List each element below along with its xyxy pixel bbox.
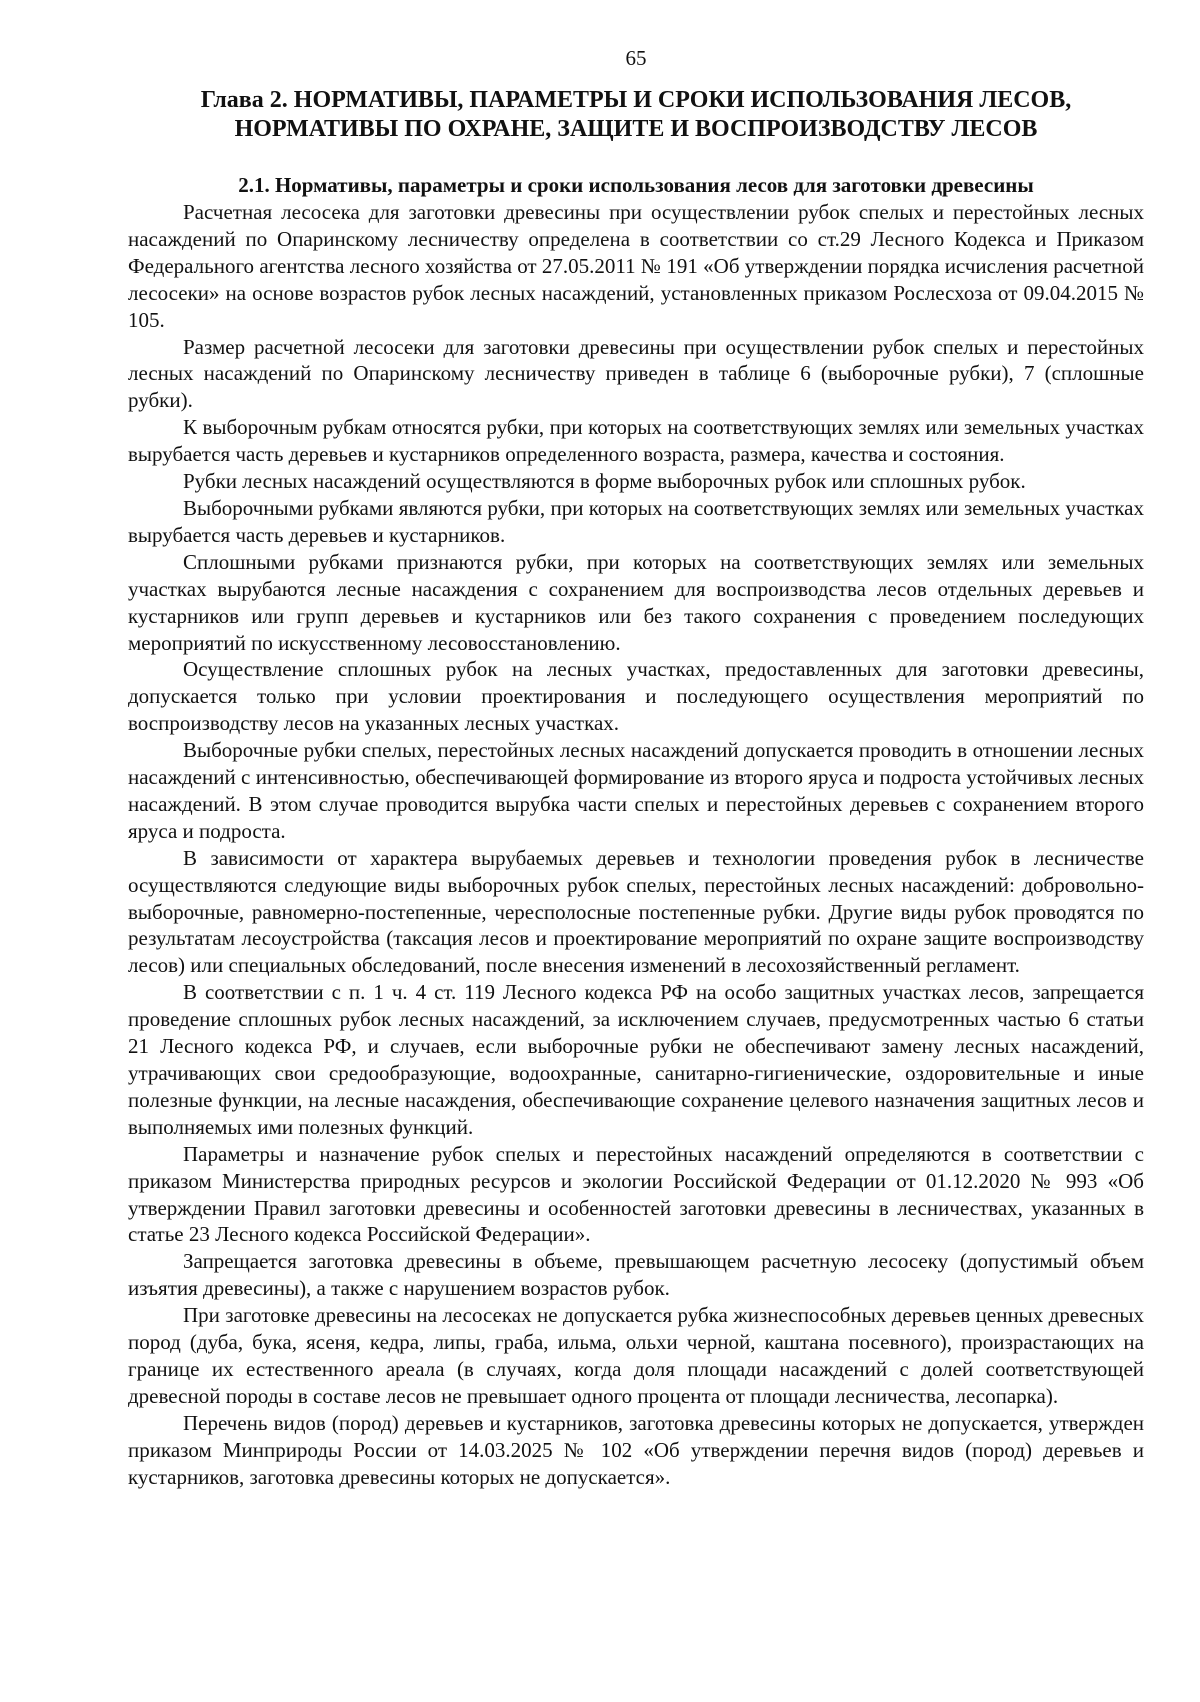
paragraph: Осуществление сплошных рубок на лесных участках, предоставленных для заготовки древесины, допускается только при условии проектирования и последующего осуществления мероприятий по воспроизводству лесов на указанных лесных участках. <box>128 657 1144 736</box>
paragraph: В зависимости от характера вырубаемых деревьев и технологии проведения рубок в лесничестве осуществляются следующие виды выборочных рубок спелых, перестойных лесных насаждений: добровольно-выборочные, равномерно-постепенные, чересполосные постепенные рубки. Другие виды рубок проводятся по результатам лесоустройства (таксация лесов и проектирование мероприятий по охране защите воспроизводству лесов) или специальных обследований, после внесения изменений в лесохозяйственный регламент. <box>128 845 1144 978</box>
paragraph: Параметры и назначение рубок спелых и перестойных насаждений определяются в соответствии с приказом Министерства природных ресурсов и экологии Российской Федерации от 01.12.2020 № 993 «Об утверждении Правил заготовки древесины и особенностей заготовки древесины в лесничествах, указанных в статье 23 Лесного кодекса Российской Федерации». <box>128 1141 1144 1247</box>
paragraph: Сплошными рубками признаются рубки, при которых на соответствующих землях или земельных участках вырубаются лесные насаждения с сохранением для воспроизводства лесов отдельных деревьев и кустарников или групп деревьев и кустарников или без такого сохранения с проведением последующих мероприятий по искусственному лесовосстановлению. <box>128 549 1144 655</box>
section-title: 2.1. Нормативы, параметры и сроки использования лесов для заготовки древесины <box>238 173 1034 197</box>
paragraph: Выборочные рубки спелых, перестойных лесных насаждений допускается проводить в отношении лесных насаждений с интенсивностью, обеспечивающей формирование из второго яруса и подроста устойчивых лесных насаждений. В этом случае проводится вырубка части спелых и перестойных деревьев с сохранением второго яруса и подроста. <box>128 738 1144 843</box>
chapter-title-line-2: НОРМАТИВЫ ПО ОХРАНЕ, ЗАЩИТЕ И ВОСПРОИЗВОДСТВУ ЛЕСОВ <box>234 116 1038 142</box>
paragraph: Запрещается заготовка древесины в объеме, превышающем расчетную лесосеку (допустимый объем изъятия древесины), а также с нарушением возрастов рубок. <box>128 1249 1144 1301</box>
paragraph: Перечень видов (пород) деревьев и кустарников, заготовка древесины которых не допускается, утвержден приказом Минприроды России от 14.03.2025 № 102 «Об утверждении перечня видов (пород) деревьев и кустарников, заготовка древесины которых не допускается». <box>128 1410 1144 1489</box>
body-text <box>128 199 1144 1491</box>
paragraph: К выборочным рубкам относятся рубки, при которых на соответствующих землях или земельных участках вырубается часть деревьев и кустарников определенного возраста, размера, качества и состояния. <box>128 415 1144 467</box>
chapter-title <box>128 86 1144 144</box>
paragraph: Выборочными рубками являются рубки, при которых на соответствующих землях или земельных участках вырубается часть деревьев и кустарников. <box>128 495 1144 547</box>
chapter-title-line-1: Глава 2. НОРМАТИВЫ, ПАРАМЕТРЫ И СРОКИ ИСПОЛЬЗОВАНИЯ ЛЕСОВ, <box>200 87 1072 113</box>
paragraph: Рубки лесных насаждений осуществляются в форме выборочных рубок или сплошных рубок. <box>183 469 1026 494</box>
page-number: 65 <box>625 46 647 70</box>
paragraph: Размер расчетной лесосеки для заготовки древесины при осуществлении рубок спелых и перестойных лесных насаждений по Опаринскому лесничеству приведен в таблице 6 (выборочные рубки), 7 (сплошные рубки). <box>128 334 1144 413</box>
paragraph: Расчетная лесосека для заготовки древесины при осуществлении рубок спелых и перестойных лесных насаждений по Опаринскому лесничеству определена в соответствии со ст.29 Лесного Кодекса и Приказом Федерального агентства лесного хозяйства от 27.05.2011 № 191 «Об утверждении порядка исчисления расчетной лесосеки» на основе возрастов рубок лесных насаждений, установленных приказом Рослесхоза от 09.04.2015 № 105. <box>128 200 1144 332</box>
paragraph: При заготовке древесины на лесосеках не допускается рубка жизнеспособных деревьев ценных древесных пород (дуба, бука, ясеня, кедра, липы, граба, ильма, ольхи черной, каштана посевного), произрастающих на границе их естественного ареала (в случаях, когда доля площади насаждений с долей соответствующей древесной породы в составе лесов не превышает одного процента от площади лесничества, лесопарка). <box>128 1303 1144 1408</box>
paragraph: В соответствии с п. 1 ч. 4 ст. 119 Лесного кодекса РФ на особо защитных участках лесов, запрещается проведение сплошных рубок лесных насаждений, за исключением случаев, предусмотренных частью 6 статьи 21 Лесного кодекса РФ, и случаев, если выборочные рубки не обеспечивают замену лесных насаждений, утрачивающих свои средообразующие, водоохранные, санитарно-гигиенические, оздоровительные и иные полезные функции, на лесные насаждения, обеспечивающие сохранение целевого назначения защитных лесов и выполняемых ими полезных функций. <box>128 980 1144 1139</box>
